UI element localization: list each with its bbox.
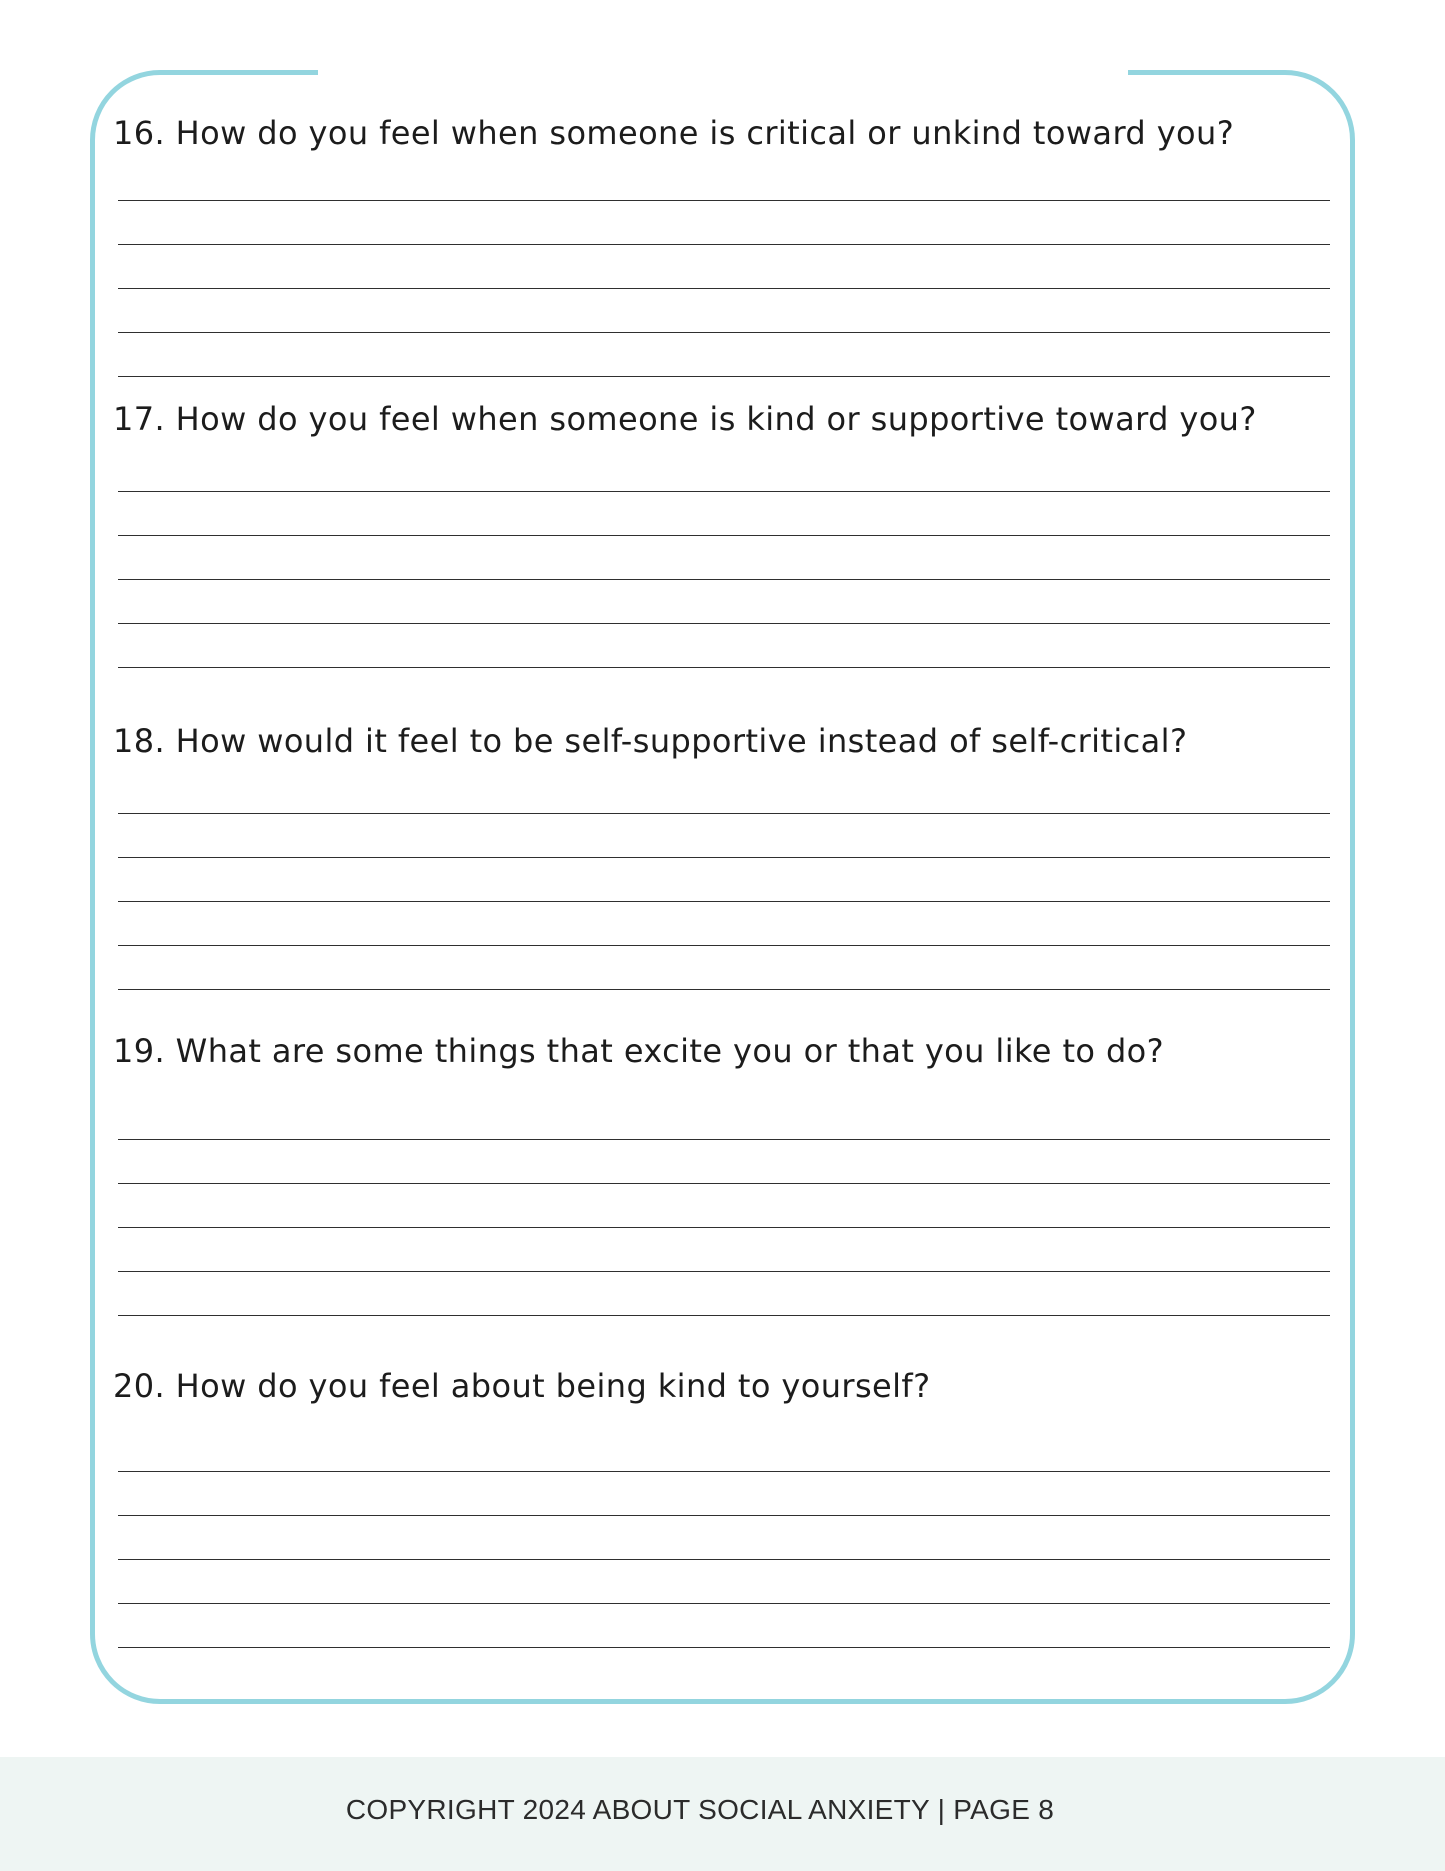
answer-line [118,1515,1330,1516]
answer-lines-18[interactable] [118,813,1330,1033]
question-18: 18. How would it feel to be self-supportive instead of self-critical? [113,722,1188,760]
answer-line [118,989,1330,990]
answer-line [118,813,1330,814]
answer-line [118,200,1330,201]
answer-lines-19[interactable] [118,1139,1330,1359]
answer-lines-17[interactable] [118,491,1330,711]
answer-line [118,1559,1330,1560]
answer-line [118,376,1330,377]
answer-line [118,244,1330,245]
answer-line [118,1315,1330,1316]
answer-line [118,1139,1330,1140]
answer-line [118,901,1330,902]
answer-line [118,288,1330,289]
question-17: 17. How do you feel when someone is kind or supportive toward you? [113,400,1257,438]
footer-bar [0,1757,1445,1871]
answer-line [118,1471,1330,1472]
answer-line [118,579,1330,580]
answer-line [118,1647,1330,1648]
frame-top-gap [318,62,1128,78]
answer-line [118,623,1330,624]
question-16: 16. How do you feel when someone is critical or unkind toward you? [113,114,1235,152]
answer-line [118,1183,1330,1184]
answer-line [118,1227,1330,1228]
answer-line [118,1271,1330,1272]
answer-line [118,535,1330,536]
answer-line [118,1603,1330,1604]
footer-copyright: COPYRIGHT 2024 ABOUT SOCIAL ANXIETY | PAGE 8 [345,1794,1055,1825]
answer-line [118,332,1330,333]
answer-line [118,857,1330,858]
answer-line [118,945,1330,946]
question-19: 19. What are some things that excite you or that you like to do? [113,1032,1165,1070]
answer-lines-20[interactable] [118,1471,1330,1691]
answer-line [118,491,1330,492]
answer-line [118,667,1330,668]
answer-lines-16[interactable] [118,200,1330,420]
question-20: 20. How do you feel about being kind to yourself? [113,1367,931,1405]
